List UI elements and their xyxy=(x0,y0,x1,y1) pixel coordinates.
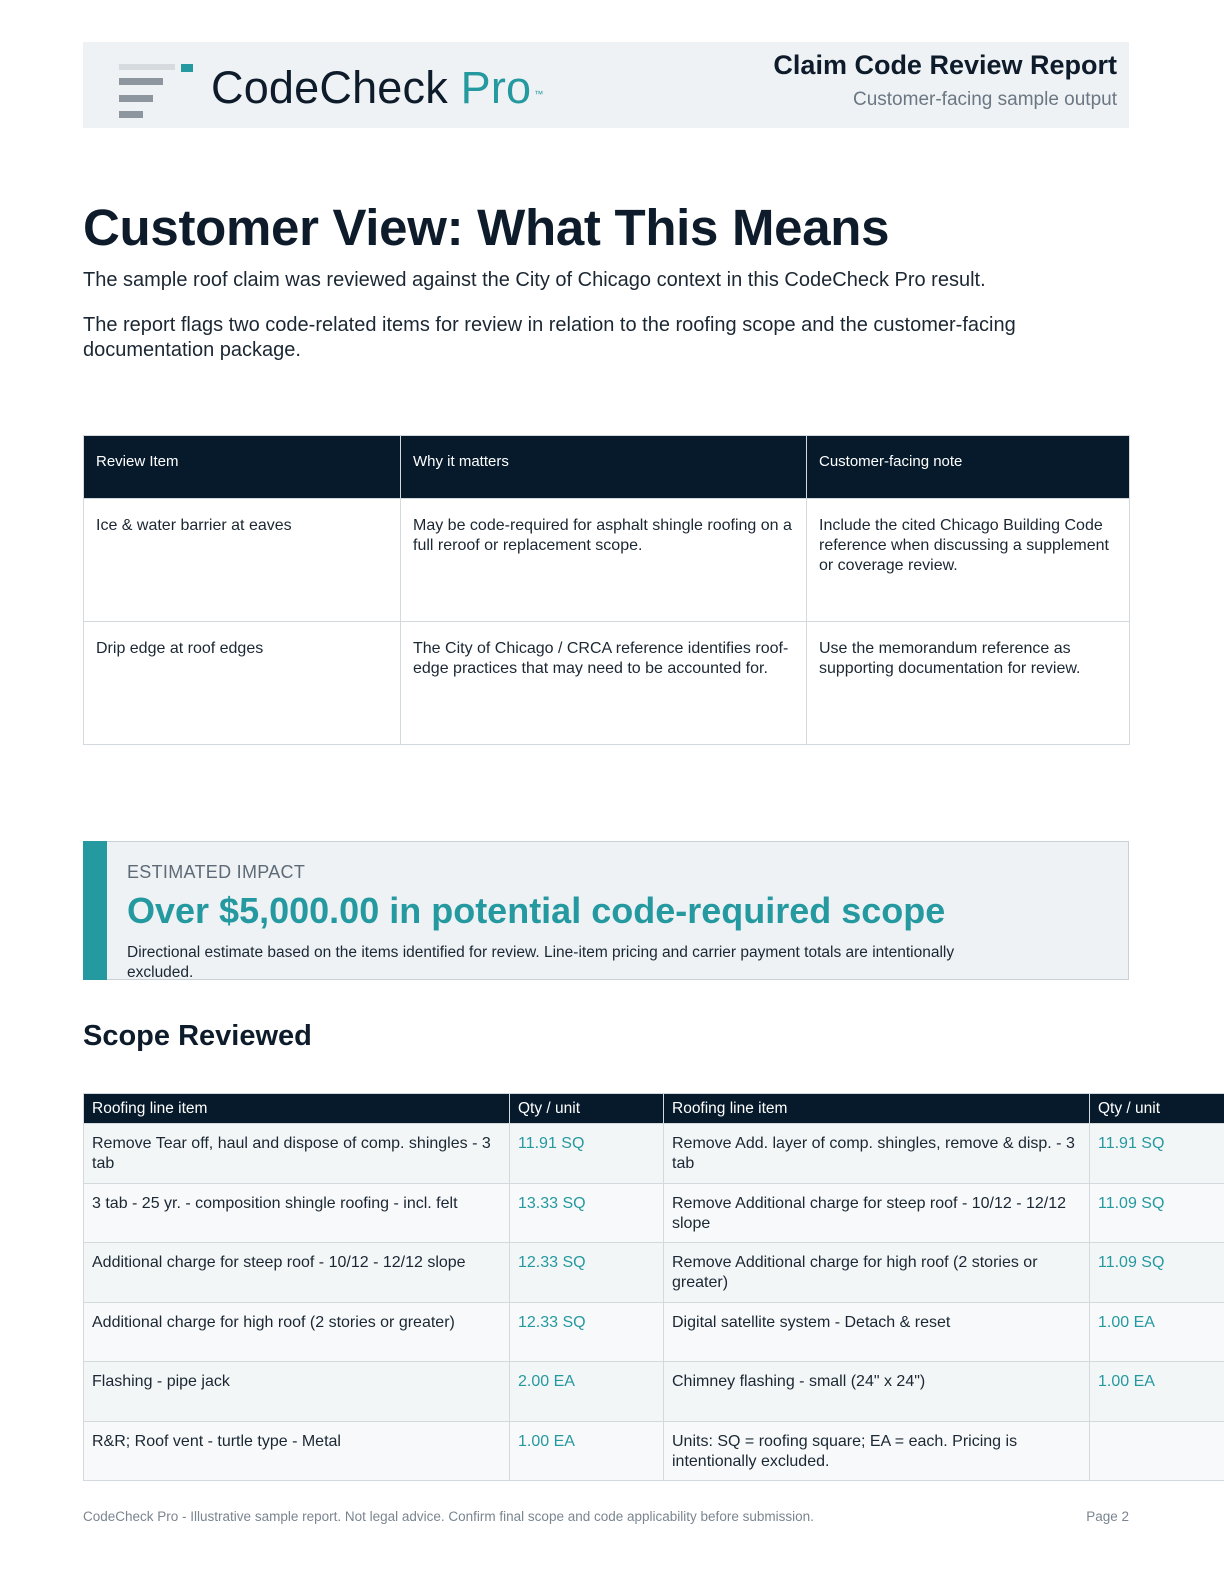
header-customer-note: Customer-facing note xyxy=(807,436,1130,499)
impact-kicker: ESTIMATED IMPACT xyxy=(127,862,306,882)
scope-section-title: Scope Reviewed xyxy=(83,1020,312,1052)
table-row xyxy=(84,1362,1224,1422)
report-header xyxy=(83,42,1129,128)
qty-cell: 11.09 SQ xyxy=(1090,1243,1224,1303)
report-title: Claim Code Review Report xyxy=(773,50,1117,80)
qty-cell xyxy=(1090,1421,1224,1481)
brand-accent: Pro xyxy=(460,62,532,113)
header-qty-unit: Qty / unit xyxy=(1090,1094,1224,1124)
impact-headline: Over $5,000.00 in potential code-required scope xyxy=(127,890,946,931)
estimated-impact-callout xyxy=(83,841,1129,980)
why-it-matters-cell: May be code-required for asphalt shingle roofing on a full reroof or replacement scope. xyxy=(401,499,807,622)
qty-cell: 11.09 SQ xyxy=(1090,1183,1224,1243)
scope-reviewed-table xyxy=(83,1093,1224,1481)
line-item-cell: Chimney flashing - small (24" x 24") xyxy=(664,1362,1090,1422)
table-row xyxy=(84,1243,1224,1303)
line-item-cell: Remove Additional charge for high roof (2 stories or greater) xyxy=(664,1243,1090,1303)
brand-main: CodeCheck xyxy=(211,62,448,113)
review-table-header xyxy=(84,436,1130,499)
table-row xyxy=(84,499,1130,622)
table-row xyxy=(84,1302,1224,1362)
header-line-item: Roofing line item xyxy=(664,1094,1090,1124)
qty-cell: 11.91 SQ xyxy=(1090,1124,1224,1184)
line-item-cell: Remove Add. layer of comp. shingles, remove & disp. - 3 tab xyxy=(664,1124,1090,1184)
line-item-cell: Remove Tear off, haul and dispose of comp. shingles - 3 tab xyxy=(84,1124,510,1184)
line-item-cell: Remove Additional charge for steep roof - 10/12 - 12/12 slope xyxy=(664,1183,1090,1243)
table-row xyxy=(84,622,1130,745)
line-item-cell: Additional charge for high roof (2 stories or greater) xyxy=(84,1302,510,1362)
brand-logo xyxy=(211,62,543,114)
report-lines-icon xyxy=(119,62,199,120)
line-item-cell: 3 tab - 25 yr. - composition shingle roofing - incl. felt xyxy=(84,1183,510,1243)
header-review-item: Review Item xyxy=(84,436,401,499)
callout-accent-bar xyxy=(83,841,107,980)
qty-cell: 13.33 SQ xyxy=(510,1183,664,1243)
review-item-cell: Drip edge at roof edges xyxy=(84,622,401,745)
intro-paragraph-2: The report flags two code-related items for review in relation to the roofing scope and the customer-facing documentation package. xyxy=(83,314,1016,361)
qty-cell: 1.00 EA xyxy=(1090,1302,1224,1362)
review-item-cell: Ice & water barrier at eaves xyxy=(84,499,401,622)
qty-cell: 12.33 SQ xyxy=(510,1243,664,1303)
table-row xyxy=(84,1421,1224,1481)
customer-note-cell: Use the memorandum reference as supporting documentation for review. xyxy=(807,622,1130,745)
report-subtitle: Customer-facing sample output xyxy=(852,89,1117,110)
page-title: Customer View: What This Means xyxy=(83,199,890,256)
table-row xyxy=(84,1124,1224,1184)
why-it-matters-cell: The City of Chicago / CRCA reference identifies roof-edge practices that may need to be accounted for. xyxy=(401,622,807,745)
qty-cell: 1.00 EA xyxy=(510,1421,664,1481)
header-why-it-matters: Why it matters xyxy=(401,436,807,499)
qty-cell: 2.00 EA xyxy=(510,1362,664,1422)
table-row xyxy=(84,1183,1224,1243)
trademark-mark: ™ xyxy=(534,89,544,99)
line-item-cell: Digital satellite system - Detach & reset xyxy=(664,1302,1090,1362)
customer-note-cell: Include the cited Chicago Building Code reference when discussing a supplement or coverage review. xyxy=(807,499,1130,622)
scope-table-header xyxy=(84,1094,1224,1124)
review-items-table xyxy=(83,435,1130,745)
line-item-cell: R&R; Roof vent - turtle type - Metal xyxy=(84,1421,510,1481)
line-item-cell: Additional charge for steep roof - 10/12 - 12/12 slope xyxy=(84,1243,510,1303)
line-item-cell: Flashing - pipe jack xyxy=(84,1362,510,1422)
qty-cell: 12.33 SQ xyxy=(510,1302,664,1362)
footer-disclaimer: CodeCheck Pro - Illustrative sample report. Not legal advice. Confirm final scope and code applicability before submission. xyxy=(83,1509,814,1524)
intro-paragraph-1: The sample roof claim was reviewed against the City of Chicago context in this CodeCheck Pro result. xyxy=(83,269,986,291)
units-note-cell: Units: SQ = roofing square; EA = each. Pricing is intentionally excluded. xyxy=(664,1421,1090,1481)
qty-cell: 11.91 SQ xyxy=(510,1124,664,1184)
qty-cell: 1.00 EA xyxy=(1090,1362,1224,1422)
page-number: Page 2 xyxy=(1086,1509,1129,1524)
header-qty-unit: Qty / unit xyxy=(510,1094,664,1124)
header-line-item: Roofing line item xyxy=(84,1094,510,1124)
impact-note: Directional estimate based on the items identified for review. Line-item pricing and carrier payment totals are intentionally excluded. xyxy=(127,944,955,981)
